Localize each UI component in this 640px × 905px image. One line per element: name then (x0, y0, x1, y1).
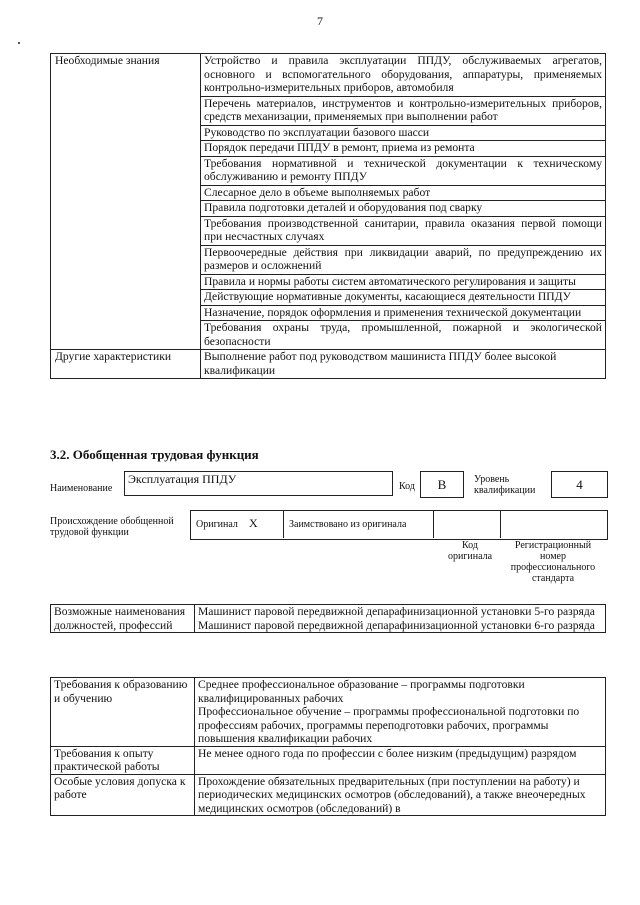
level-value: 4 (551, 471, 608, 498)
origin-divider (500, 510, 501, 538)
knowledge-item: Перечень материалов, инструментов и контрольно-измерительных приборов, средств механизации, применяемых при выполнении работ (201, 96, 606, 125)
positions-table (50, 604, 606, 633)
experience-item: Не менее одного года по профессии с более низким (предыдущим) разрядом (198, 746, 577, 760)
knowledge-item: Правила и нормы работы систем автоматического регулирования и защиты (201, 274, 606, 290)
name-value: Эксплуатация ППДУ (124, 471, 393, 496)
position-item: Машинист паровой передвижной депарафинизационной установки 5-го разряда (198, 605, 595, 618)
position-item: Машинист паровой передвижной депарафинизационной установки 6-го разряда (198, 618, 595, 632)
name-label: Наименование (50, 483, 113, 494)
knowledge-item: Руководство по эксплуатации базового шасси (201, 125, 606, 141)
education-item: Профессиональное обучение – программы профессиональной подготовки по профессиям рабочих, программы переподготовки рабочих, программы повышения квалификации рабочих (198, 705, 580, 745)
original-mark: X (249, 516, 258, 530)
knowledge-item: Порядок передачи ППДУ в ремонт, приема из ремонта (201, 141, 606, 157)
other-label: Другие характеристики (51, 350, 201, 379)
code-original-caption: Код оригинала (447, 540, 493, 562)
knowledge-item: Действующие нормативные документы, касающиеся деятельности ППДУ (201, 290, 606, 306)
knowledge-item: Правила подготовки деталей и оборудования под сварку (201, 201, 606, 217)
positions-label: Возможные наименования должностей, профессий (51, 605, 195, 633)
borrowed-label: Заимствовано из оригинала (289, 519, 407, 530)
code-value: В (420, 471, 464, 498)
education-item: Среднее профессиональное образование – программы подготовки квалифицированных рабочих (198, 678, 525, 705)
admission-label: Особые условия допуска к работе (51, 774, 195, 816)
registration-caption: Регистрационный номер профессионального стандарта (510, 540, 596, 584)
scan-speck (18, 42, 20, 44)
level-label: Уровень квалификации (474, 474, 536, 496)
knowledge-item: Требования производственной санитарии, правила оказания первой помощи при несчастных случаях (201, 216, 606, 245)
section-heading: 3.2. Обобщенная трудовая функция (50, 447, 259, 462)
origin-divider (433, 510, 434, 538)
page-number: 7 (317, 14, 323, 28)
code-label: Код (399, 481, 415, 492)
knowledge-item: Слесарное дело в объеме выполняемых работ (201, 185, 606, 201)
requirements-table (50, 677, 606, 816)
knowledge-item: Устройство и правила эксплуатации ППДУ, обслуживаемых агрегатов, основного и вспомогательного оборудования, аппаратуры, применяемых контрольно-измерительных приборов, автомобиля (201, 54, 606, 97)
origin-divider (283, 510, 284, 538)
education-label: Требования к образованию и обучению (51, 678, 195, 747)
knowledge-item: Требования охраны труда, промышленной, пожарной и экологической безопасности (201, 321, 606, 350)
origin-label: Происхождение обобщенной трудовой функции (50, 516, 174, 538)
knowledge-item: Назначение, порядок оформления и применения технической документации (201, 305, 606, 321)
knowledge-label: Необходимые знания (51, 54, 201, 350)
admission-item: Прохождение обязательных предварительных (при поступлении на работу) и периодических медицинских осмотров (обследований), а также внеочередных медицинских осмотров (обследований) в (198, 774, 586, 815)
knowledge-table (50, 53, 606, 379)
other-value: Выполнение работ под руководством машиниста ППДУ более высокой квалификации (201, 350, 606, 379)
knowledge-item: Требования нормативной и технической документации к техническому обслуживанию и ремонту ППДУ (201, 156, 606, 185)
original-label: Оригинал (196, 519, 238, 530)
knowledge-item: Первоочередные действия при ликвидации аварий, по предупреждению их размеров и осложнений (201, 245, 606, 274)
experience-label: Требования к опыту практической работы (51, 746, 195, 774)
